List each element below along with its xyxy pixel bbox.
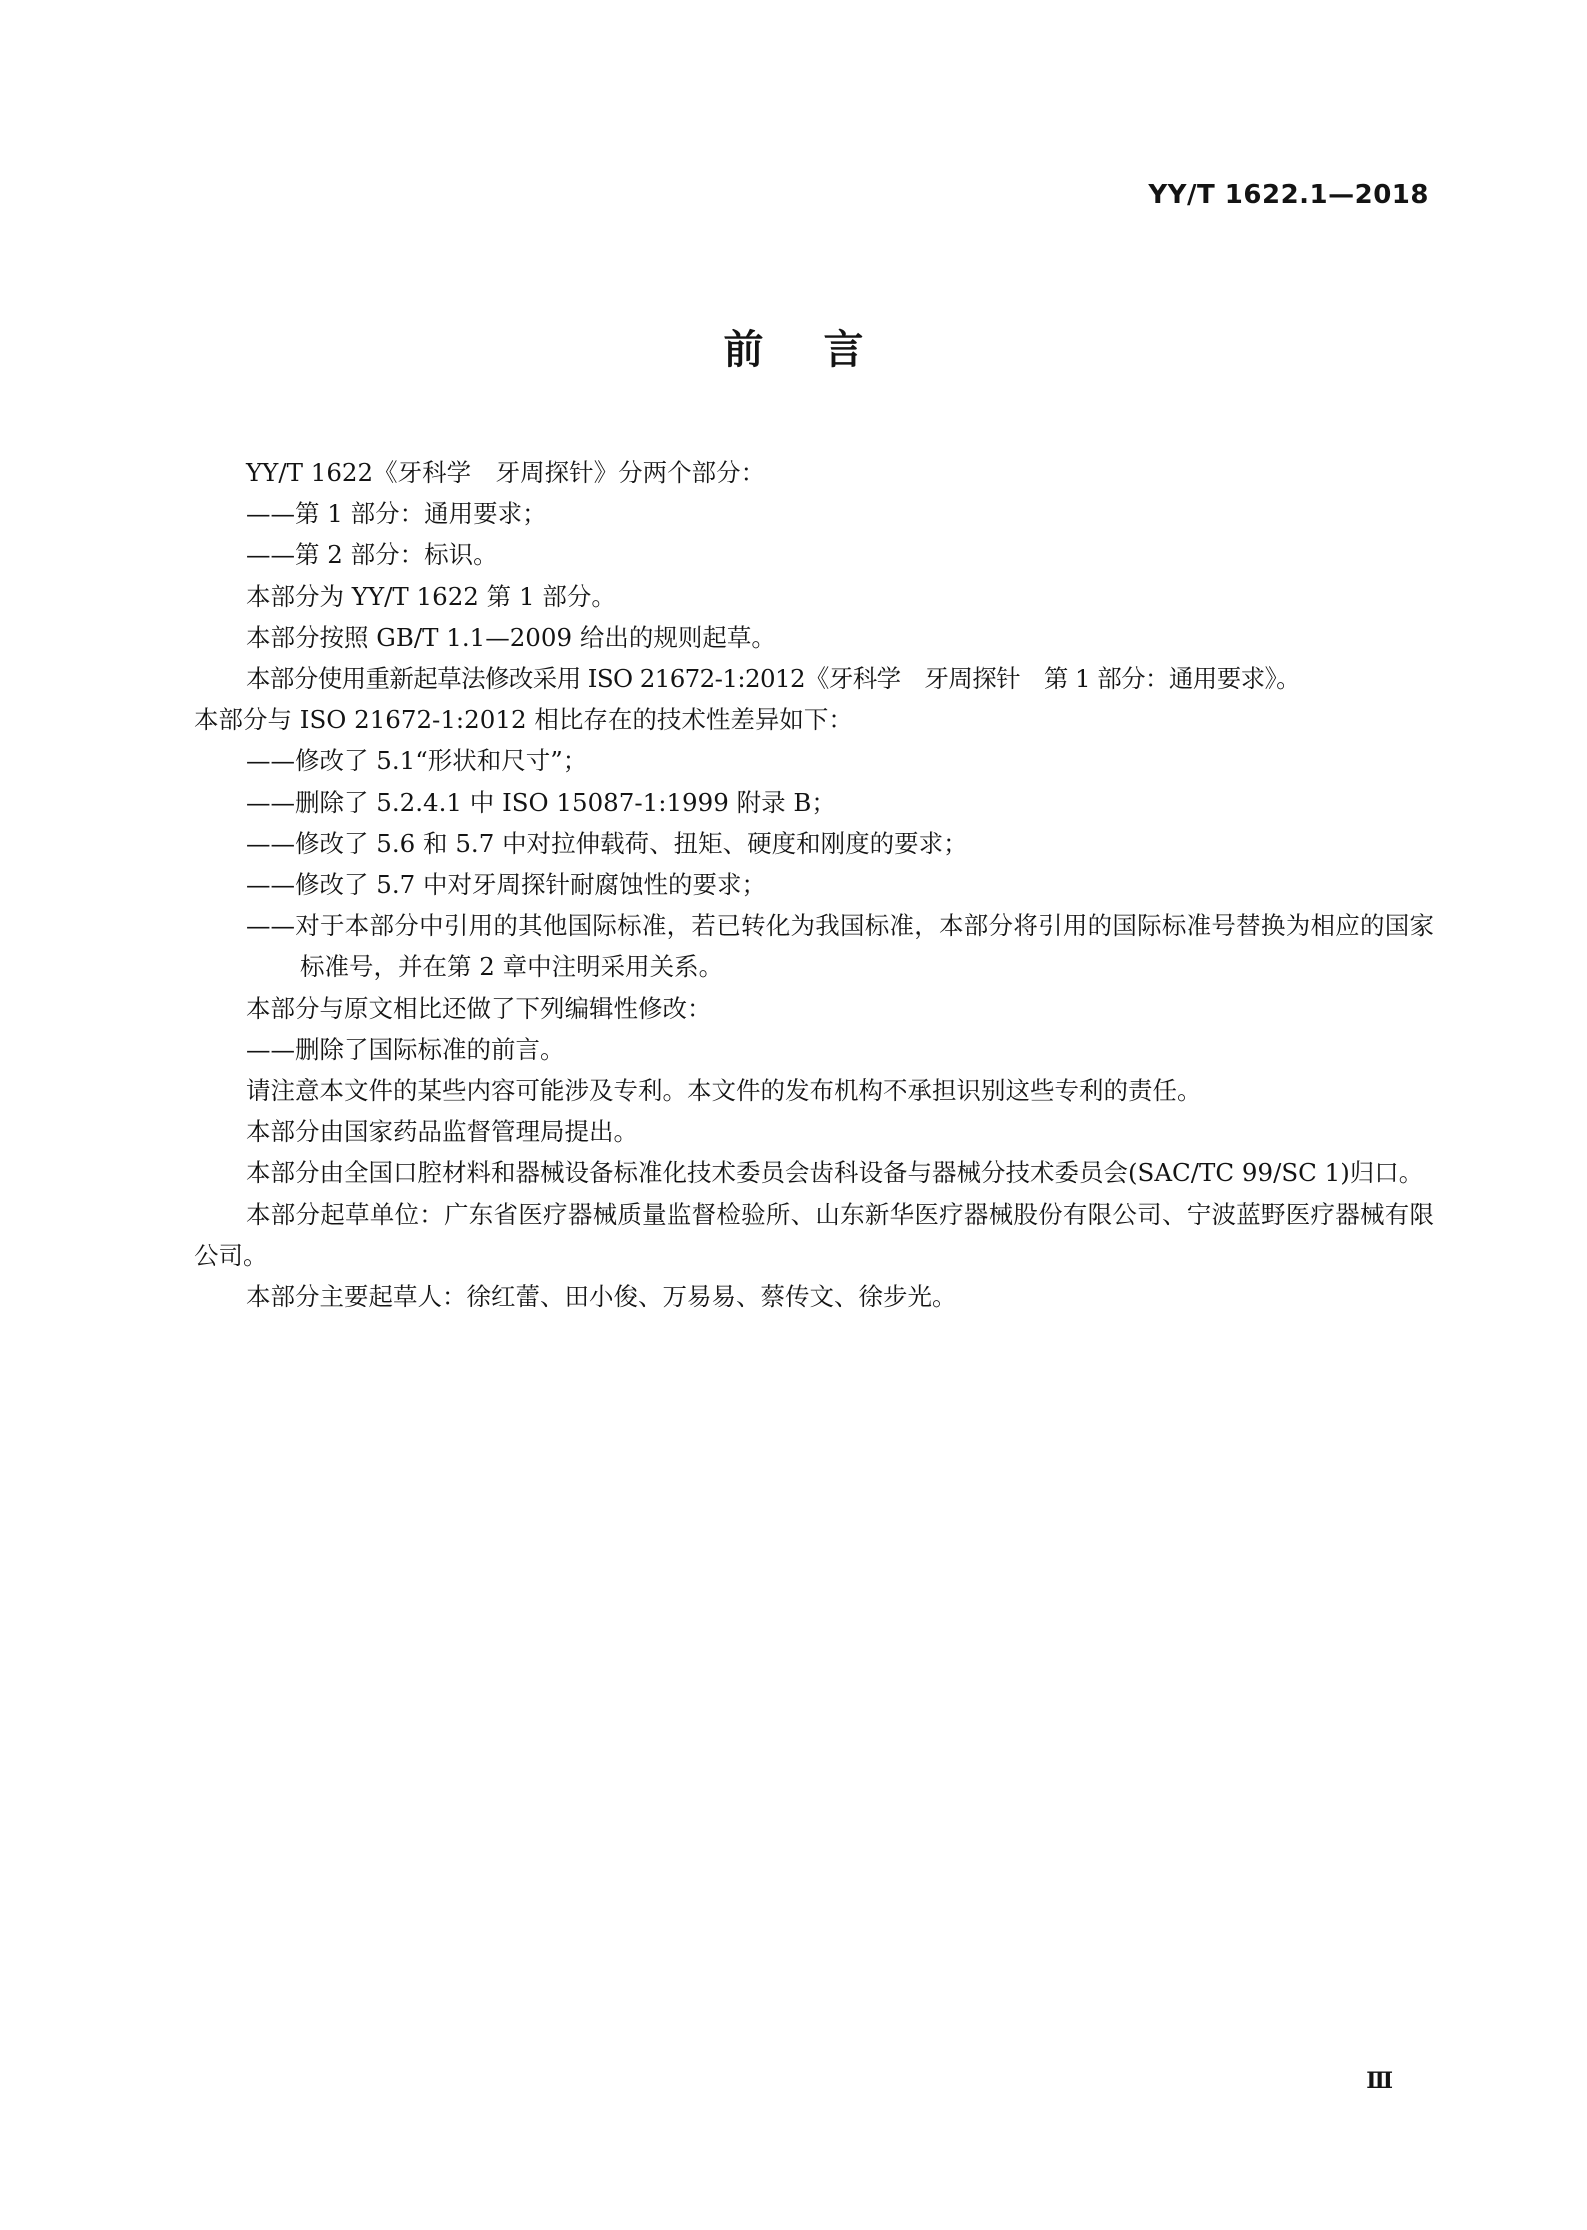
paragraph-committee: 本部分由全国口腔材料和器械设备标准化技术委员会齿科设备与器械分技术委员会(SAC/TC 99/SC 1)归口。	[246, 1158, 1424, 1188]
list-item-difference-3: ——修改了 5.6 和 5.7 中对拉伸载荷、扭矩、硬度和刚度的要求；	[246, 828, 968, 858]
list-item-part-2: ——第 2 部分：标识。	[246, 540, 498, 570]
page-title: 前言	[723, 327, 924, 373]
paragraph-differences-intro: 本部分与 ISO 21672-1:2012 相比存在的技术性差异如下：	[194, 705, 853, 735]
list-item-editorial-1: ——删除了国际标准的前言。	[246, 1034, 565, 1064]
paragraph-editorial-intro: 本部分与原文相比还做了下列编辑性修改：	[246, 993, 712, 1023]
list-item-difference-2: ——删除了 5.2.4.1 中 ISO 15087-1:1999 附录 B；	[246, 787, 836, 817]
list-item-difference-4: ——修改了 5.7 中对牙周探针耐腐蚀性的要求；	[246, 870, 767, 900]
paragraph-drafting-units: 本部分起草单位：广东省医疗器械质量监督检验所、山东新华医疗器械股份有限公司、宁波蓝野医疗器械有限公司。	[194, 1199, 1434, 1270]
list-item-difference-5: ——对于本部分中引用的其他国际标准，若已转化为我国标准，本部分将引用的国际标准号替换为相应的国家标准号，并在第 2 章中注明采用关系。	[246, 911, 1434, 982]
paragraph-adoption: 本部分使用重新起草法修改采用 ISO 21672-1:2012《牙科学 牙周探针 第 1 部分：通用要求》。	[246, 664, 1301, 694]
foreword-body	[194, 452, 1434, 1317]
paragraph-part-statement: 本部分为 YY/T 1622 第 1 部分。	[246, 581, 616, 611]
paragraph-drafters: 本部分主要起草人：徐红蕾、田小俊、万易易、蔡传文、徐步光。	[246, 1282, 957, 1312]
paragraph-parts-intro: YY/T 1622《牙科学 牙周探针》分两个部分：	[246, 458, 766, 487]
paragraph-drafting-rules: 本部分按照 GB/T 1.1—2009 给出的规则起草。	[246, 622, 776, 652]
page-number: Ⅲ	[1366, 2068, 1393, 2094]
list-item-part-1: ——第 1 部分：通用要求；	[246, 499, 547, 529]
list-item-difference-1: ——修改了 5.1“形状和尺寸”；	[246, 746, 588, 776]
standard-code: YY/T 1622.1—2018	[1148, 180, 1429, 210]
paragraph-patent-notice: 请注意本文件的某些内容可能涉及专利。本文件的发布机构不承担识别这些专利的责任。	[246, 1076, 1202, 1106]
paragraph-proposer: 本部分由国家药品监督管理局提出。	[246, 1117, 638, 1147]
